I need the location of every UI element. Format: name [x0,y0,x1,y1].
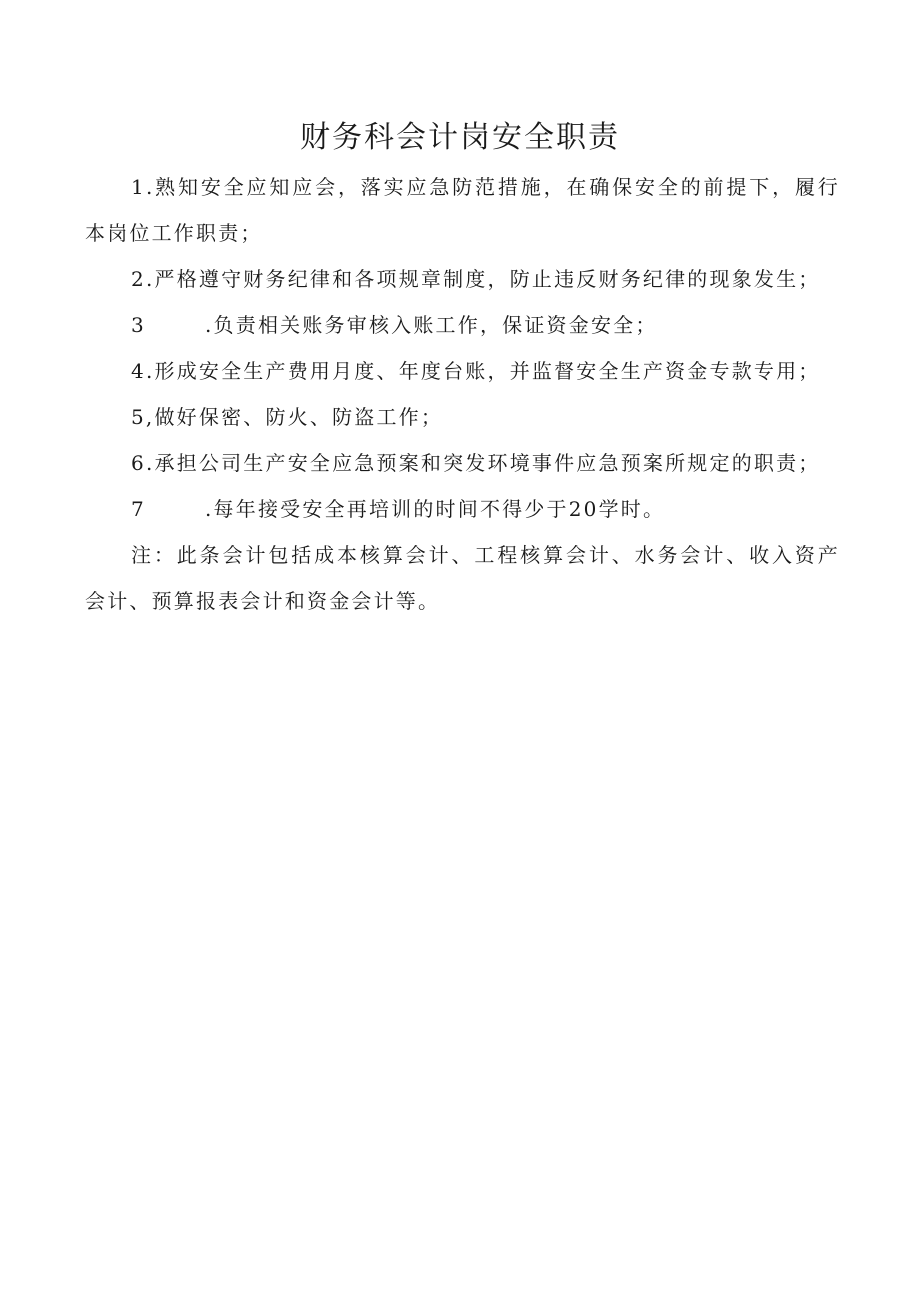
duty-item-4 [85,348,840,394]
item-text: 做好保密、防火、防盗工作； [154,405,444,429]
document-title: 财务科会计岗安全职责 [300,120,620,155]
duty-item-5 [85,394,840,440]
item-number: 4 [131,359,146,383]
item-text: .承担公司生产安全应急预案和突发环境事件应急预案所规定的职责； [145,451,821,475]
item-text: .熟知安全应知应会，落实应急防范措施，在确保安全的前提下，履行本岗位工作职责； [85,175,840,245]
duty-item-1 [85,164,840,256]
item-text: .形成安全生产费用月度、年度台账，并监督安全生产资金专款专用； [145,359,821,383]
item-text: .负责相关账务审核入账工作，保证资金安全； [205,313,658,337]
item-number: 1 [131,175,146,199]
item-number: 3 [131,313,146,337]
item-number: 7 [131,497,146,521]
duty-item-6 [85,440,840,486]
document-body [85,164,840,624]
document-note: 注：此条会计包括成本核算会计、工程核算会计、水务会计、收入资产会计、预算报表会计和资金会计等。 [85,543,840,613]
item-text: .每年接受安全再培训的时间不得少于20学时。 [205,497,666,521]
item-text: .严格遵守财务纪律和各项规章制度，防止违反财务纪律的现象发生； [145,267,821,291]
item-number: 2 [131,267,146,291]
item-number: 5, [131,405,155,429]
duty-item-3 [85,302,840,348]
duty-item-7 [85,486,840,532]
item-number: 6 [131,451,146,475]
duty-item-2 [85,256,840,302]
